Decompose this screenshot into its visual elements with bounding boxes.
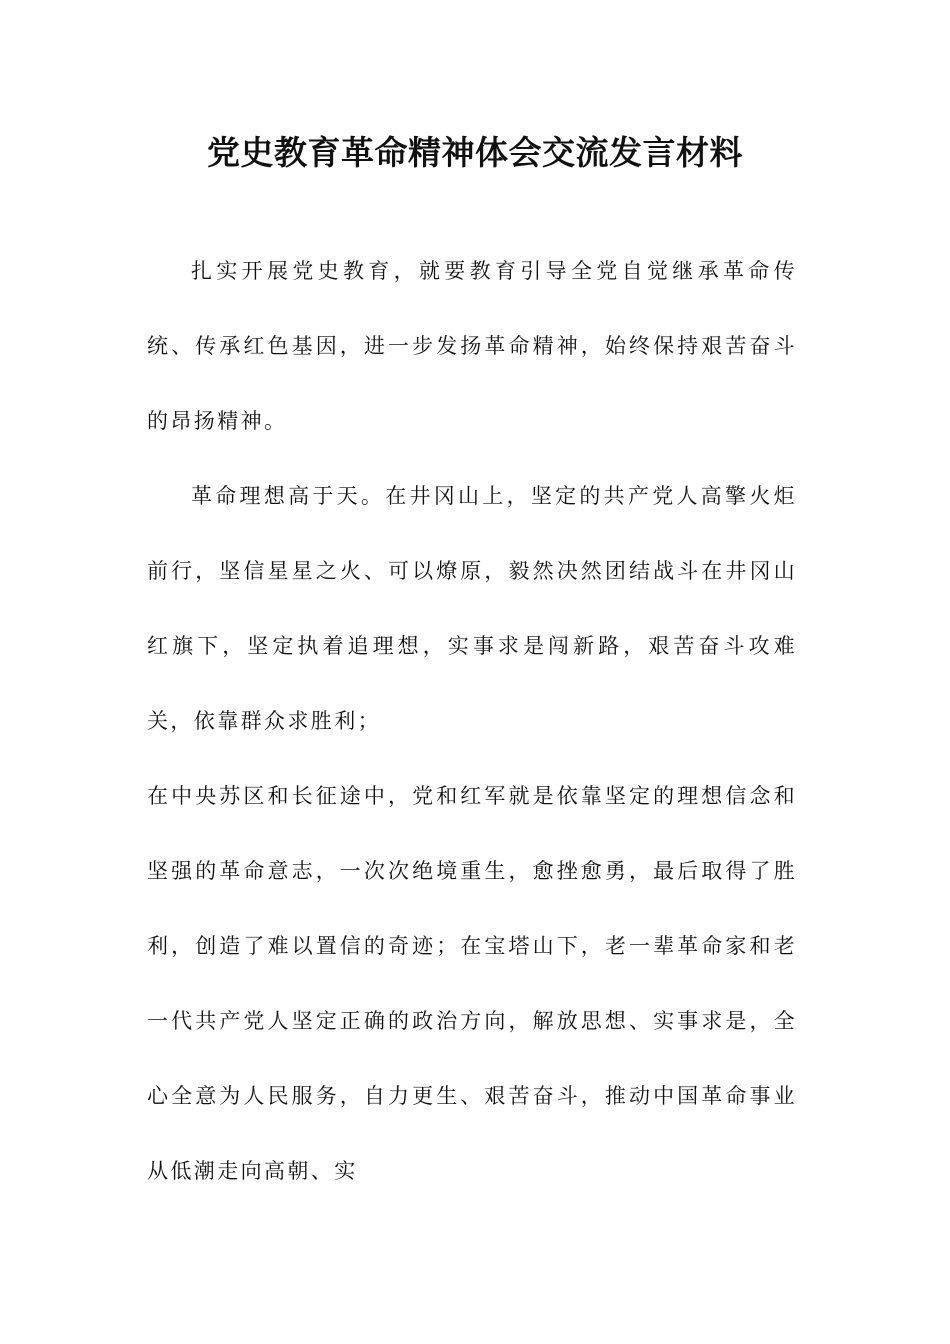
paragraph-1: 扎实开展党史教育，就要教育引导全党自觉继承革命传统、传承红色基因，进一步发扬革命精神，始终保持艰苦奋斗的昂扬精神。 bbox=[147, 259, 797, 433]
document-body bbox=[147, 234, 797, 1209]
paragraph-2: 革命理想高于天。在井冈山上，坚定的共产党人高擎火炬前行，坚信星星之火、可以燎原，毅然决然团结战斗在井冈山红旗下，坚定执着追理想，实事求是闯新路，艰苦奋斗攻难关，依靠群众求胜利； bbox=[147, 484, 797, 733]
paragraph-3: 在中央苏区和长征途中，党和红军就是依靠坚定的理想信念和坚强的革命意志，一次次绝境重生，愈挫愈勇，最后取得了胜利，创造了难以置信的奇迹；在宝塔山下，老一辈革命家和老一代共产党人坚定正确的政治方向，解放思想、实事求是，全心全意为人民服务，自力更生、艰苦奋斗，推动中国革命事业从低潮走向高朝、实 bbox=[147, 784, 797, 1183]
document-title: 党史教育革命精神体会交流发言材料 bbox=[207, 133, 743, 172]
